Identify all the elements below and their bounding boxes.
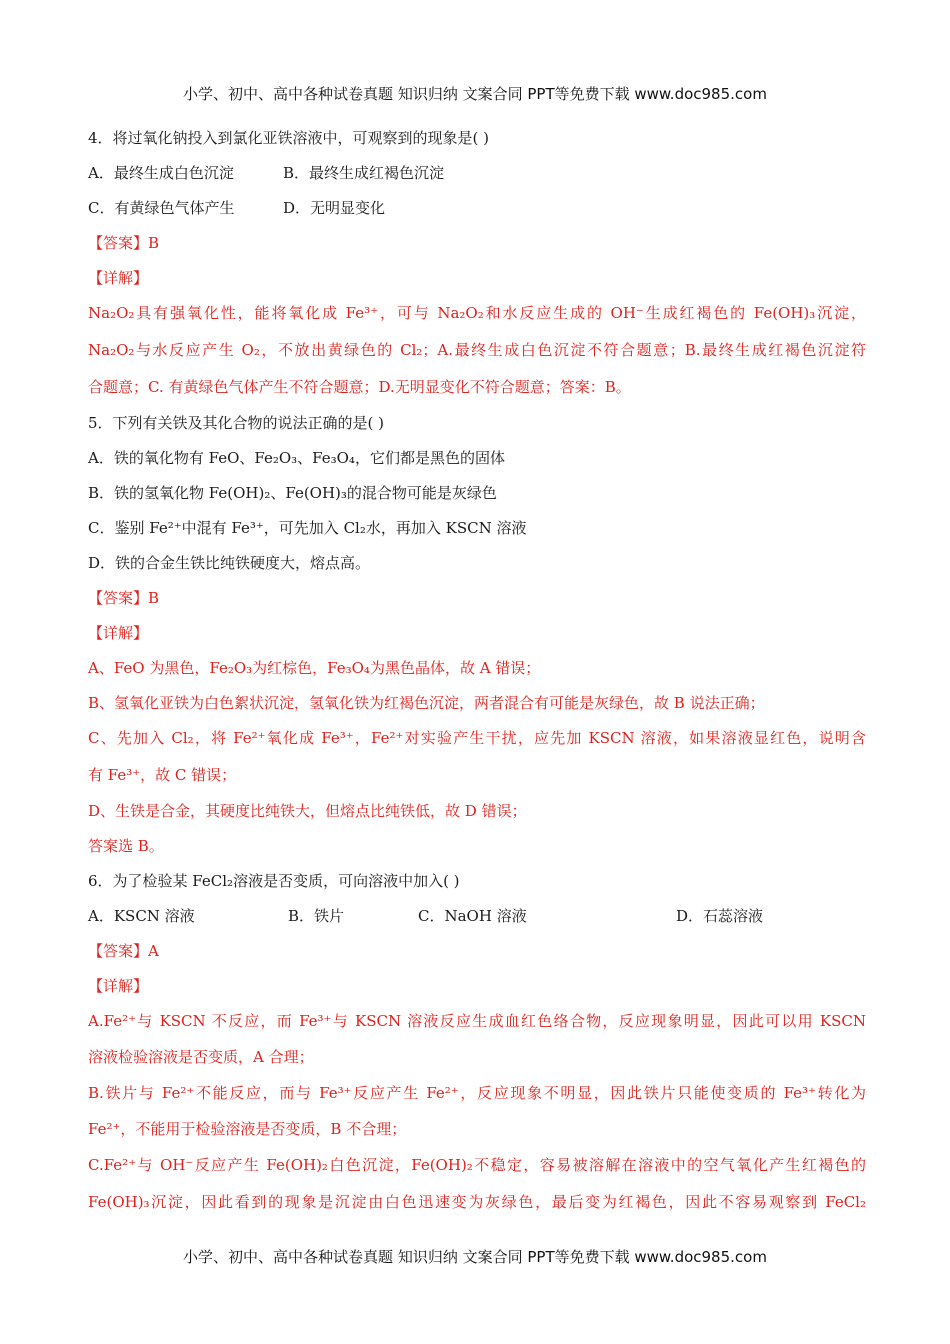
q6-option-b: B．铁片 [288, 907, 345, 925]
q6-option-a: A．KSCN 溶液 [88, 907, 195, 925]
q6-answer: 【答案】A [88, 942, 159, 960]
q6-detail-label: 【详解】 [88, 977, 149, 995]
q5-detail-label: 【详解】 [88, 624, 149, 642]
q5-explanation-line: 答案选 B。 [88, 837, 164, 855]
q4-option-a: A．最终生成白色沉淀 [88, 164, 234, 182]
q4-explanation-line: Na₂O₂具有强氧化性，能将氧化成 Fe³⁺，可与 Na₂O₂和水反应生成的 OH⁻生成红褐色的 Fe(OH)₃沉淀， [88, 304, 866, 322]
q4-detail-label: 【详解】 [88, 269, 149, 287]
q5-explanation-line: 有 Fe³⁺，故 C 错误； [88, 766, 237, 784]
q6-explanation-line: 溶液检验溶液是否变质，A 合理； [88, 1048, 314, 1066]
q5-option-a: A．铁的氧化物有 FeO、Fe₂O₃、Fe₃O₄，它们都是黑色的固体 [88, 449, 505, 467]
q5-explanation-line: D、生铁是合金，其硬度比纯铁大，但熔点比纯铁低，故 D 错误； [88, 802, 527, 820]
q6-explanation-line: Fe(OH)₃沉淀，因此看到的现象是沉淀由白色迅速变为灰绿色，最后变为红褐色，因此不容易观察到 FeCl₂ [88, 1193, 866, 1211]
q4-options-row-1 [88, 162, 866, 184]
page-header: 小学、初中、高中各种试卷真题 知识归纳 文案合同 PPT等免费下载 www.doc985.com [183, 85, 767, 103]
q6-explanation-line: Fe²⁺，不能用于检验溶液是否变质，B 不合理； [88, 1120, 407, 1138]
q4-option-d: D．无明显变化 [283, 199, 386, 217]
q5-explanation-line: C、先加入 Cl₂，将 Fe²⁺氧化成 Fe³⁺，Fe²⁺对实验产生干扰，应先加 KSCN 溶液，如果溶液显红色，说明含 [88, 729, 866, 747]
q6-explanation-line: B.铁片与 Fe²⁺不能反应，而与 Fe³⁺反应产生 Fe²⁺，反应现象不明显，因此铁片只能使变质的 Fe³⁺转化为 [88, 1084, 866, 1102]
q6-options-row [88, 905, 866, 927]
q5-stem: 5．下列有关铁及其化合物的说法正确的是( ) [88, 414, 385, 432]
q6-option-d: D．石蕊溶液 [676, 907, 764, 925]
q4-answer: 【答案】B [88, 234, 160, 252]
q6-stem: 6．为了检验某 FeCl₂溶液是否变质，可向溶液中加入( ) [88, 872, 460, 890]
q6-explanation-line: A.Fe²⁺与 KSCN 不反应，而 Fe³⁺与 KSCN 溶液反应生成血红色络合物，反应现象明显，因此可以用 KSCN [88, 1012, 866, 1030]
q6-explanation-line: C.Fe²⁺与 OH⁻反应产生 Fe(OH)₂白色沉淀，Fe(OH)₂不稳定，容易被溶解在溶液中的空气氧化产生红褐色的 [88, 1156, 866, 1174]
q4-option-b: B．最终生成红褐色沉淀 [283, 164, 445, 182]
q5-answer: 【答案】B [88, 589, 160, 607]
q4-options-row-2 [88, 197, 866, 219]
q5-explanation-line: B、氢氧化亚铁为白色絮状沉淀，氢氧化铁为红褐色沉淀，两者混合有可能是灰绿色，故 B 说法正确； [88, 694, 765, 712]
q5-option-c: C．鉴别 Fe²⁺中混有 Fe³⁺，可先加入 Cl₂水，再加入 KSCN 溶液 [88, 519, 527, 537]
q4-stem: 4．将过氧化钠投入到氯化亚铁溶液中，可观察到的现象是( ) [88, 129, 490, 147]
q4-explanation-line: 合题意；C. 有黄绿色气体产生不符合题意；D.无明显变化不符合题意；答案：B。 [88, 378, 631, 396]
q6-option-c: C．NaOH 溶液 [418, 907, 527, 925]
q5-explanation-line: A、FeO 为黑色，Fe₂O₃为红棕色，Fe₃O₄为黑色晶体，故 A 错误； [88, 659, 541, 677]
page-footer: 小学、初中、高中各种试卷真题 知识归纳 文案合同 PPT等免费下载 www.doc985.com [183, 1248, 767, 1266]
q5-option-b: B．铁的氢氧化物 Fe(OH)₂、Fe(OH)₃的混合物可能是灰绿色 [88, 484, 497, 502]
q4-option-c: C．有黄绿色气体产生 [88, 199, 235, 217]
q5-option-d: D．铁的合金生铁比纯铁硬度大，熔点高。 [88, 554, 371, 572]
q4-explanation-line: Na₂O₂与水反应产生 O₂，不放出黄绿色的 Cl₂；A.最终生成白色沉淀不符合题意；B.最终生成红褐色沉淀符 [88, 341, 866, 359]
